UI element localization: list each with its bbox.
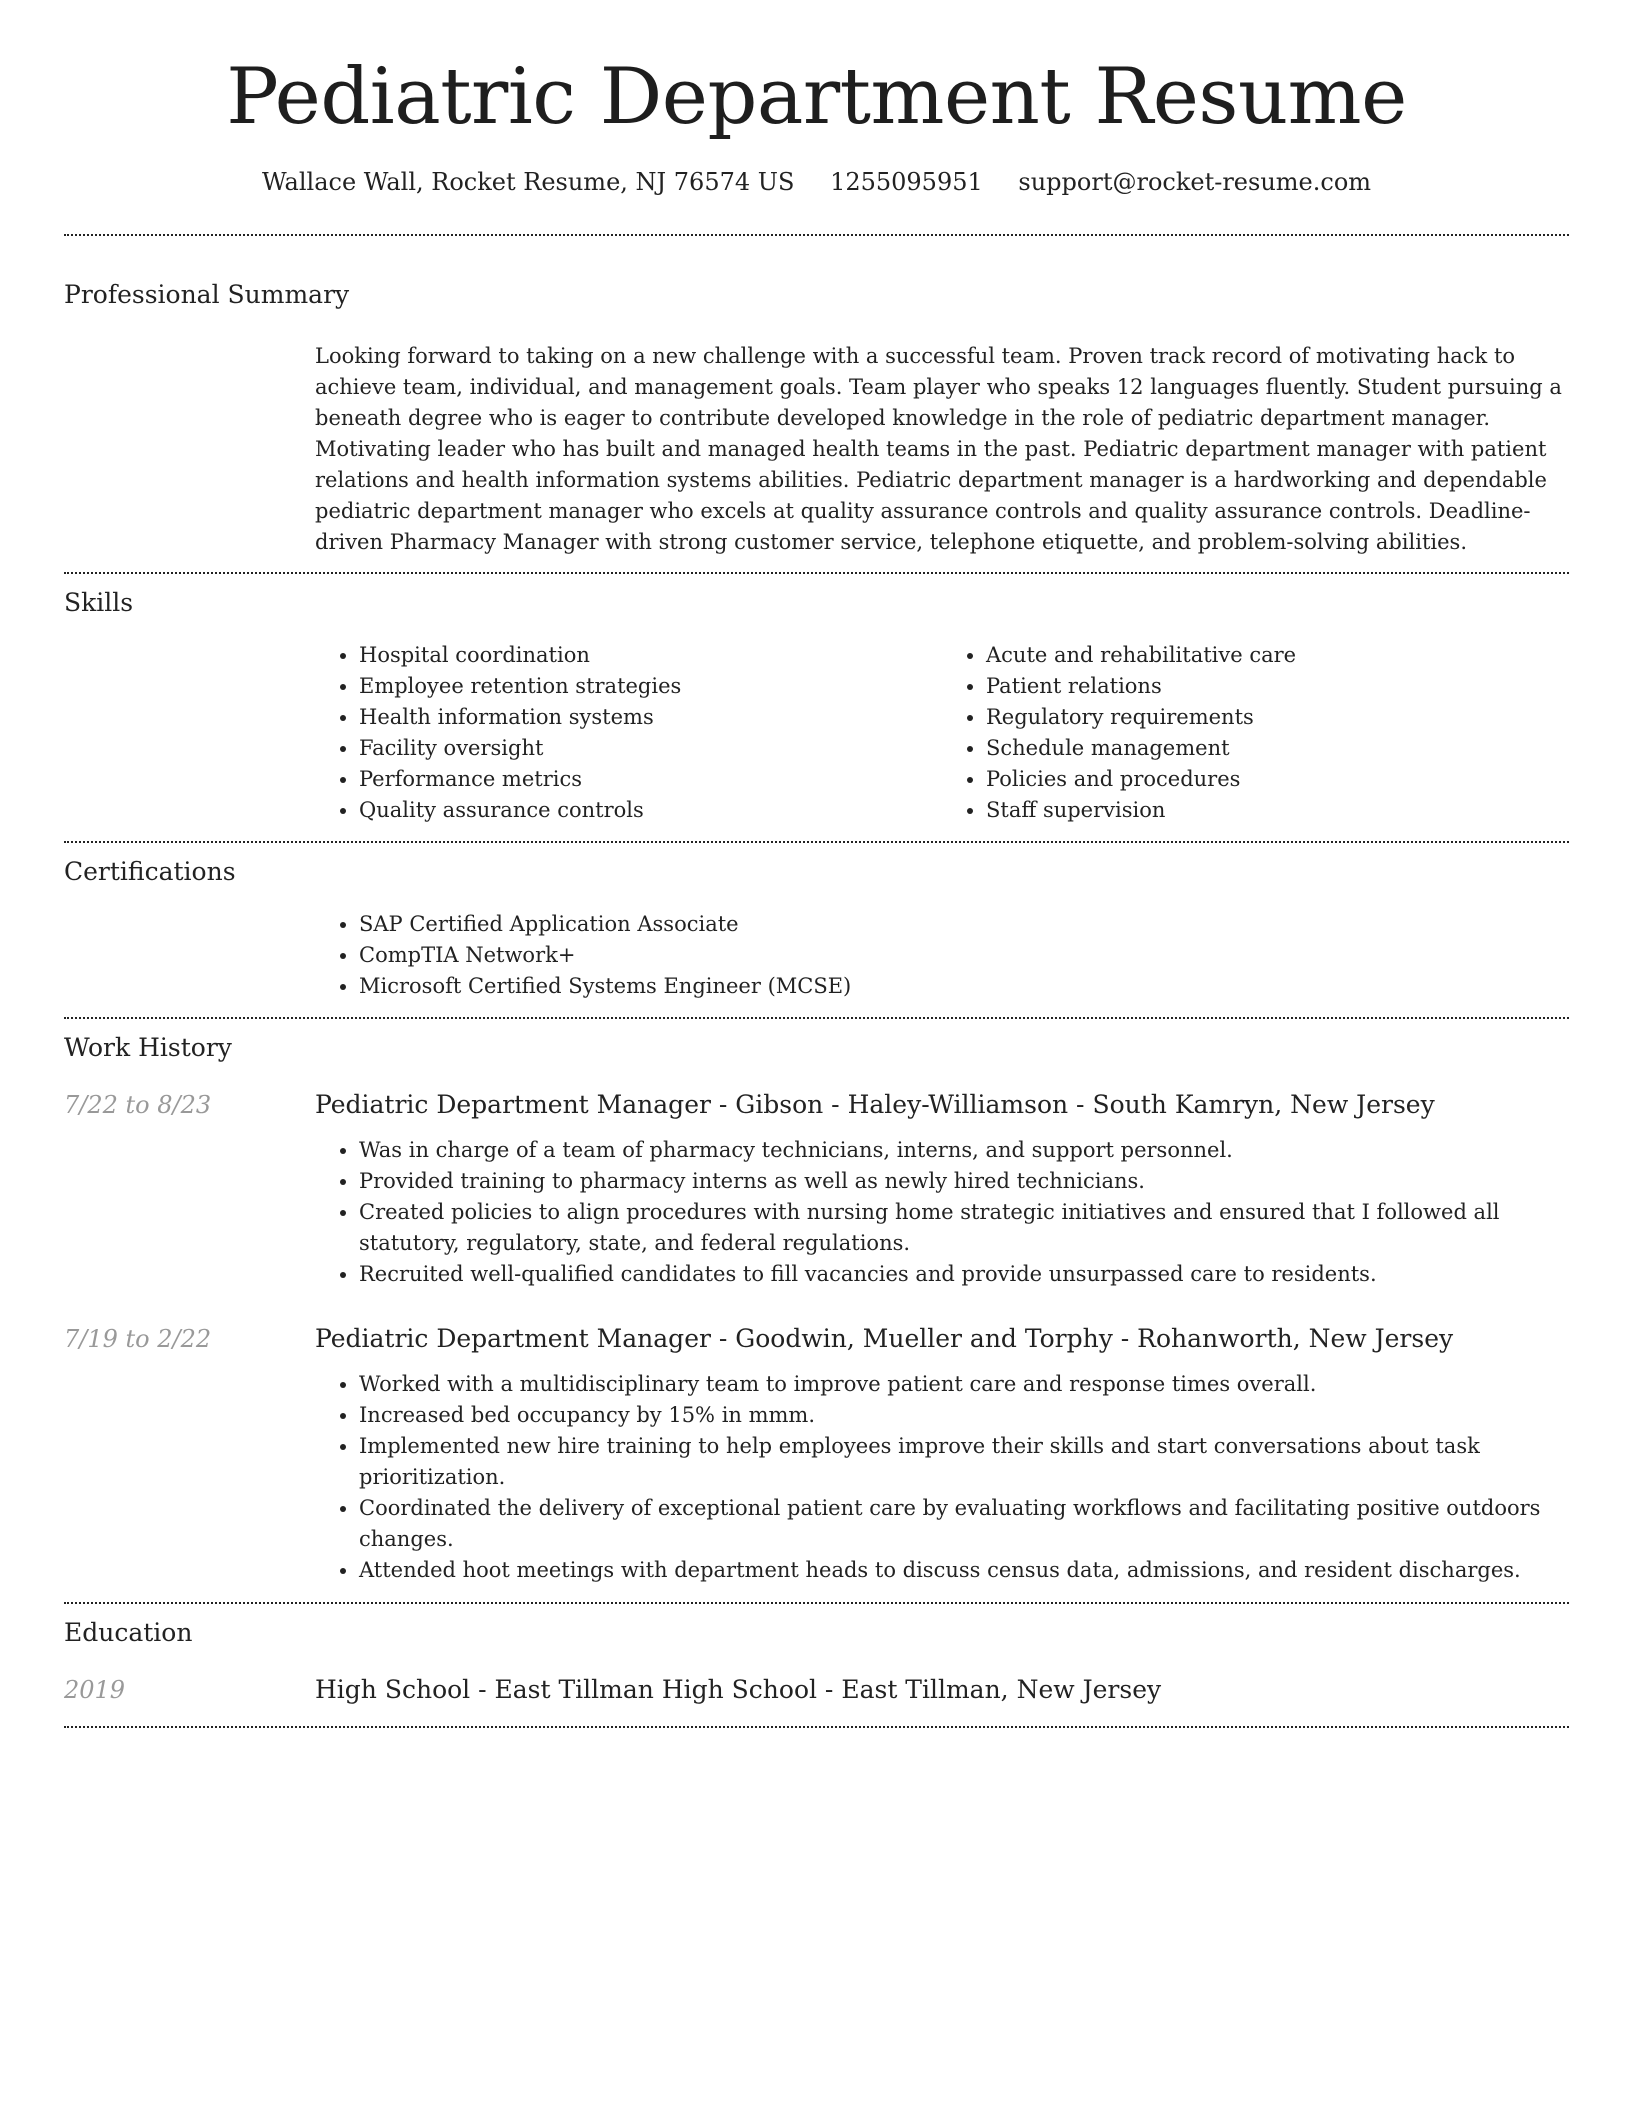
certification-item: • CompTIA Network+ (359, 940, 1569, 971)
job-duties-list (315, 1369, 1569, 1586)
job-duty: • Was in charge of a team of pharmacy technicians, interns, and support personnel. (359, 1135, 1569, 1166)
job-entry (64, 1090, 1569, 1290)
job-header (64, 1324, 1569, 1353)
divider (64, 1602, 1569, 1604)
skill-item: • Patient relations (986, 671, 1569, 702)
divider (64, 1017, 1569, 1019)
contact-address: Wallace Wall, Rocket Resume, NJ 76574 US (261, 168, 795, 196)
skill-item: • Staff supervision (986, 795, 1569, 826)
certifications-list (315, 909, 1569, 1002)
job-duties (315, 1135, 1569, 1290)
section-title-work-history: Work History (64, 1033, 232, 1062)
job-duty: • Worked with a multidisciplinary team to improve patient care and response times overall. (359, 1369, 1569, 1400)
skill-item: • Schedule management (986, 733, 1569, 764)
job-duties-list (315, 1135, 1569, 1290)
summary-text: Looking forward to taking on a new challenge with a successful team. Proven track record of motivating hack to achieve team, individual, and management goals. Team player who speaks 12 languages fluently. Student pursuing a beneath degree who is eager to contribute developed knowledge in the role of pediatric department manager. Motivating leader who has built and managed health teams in the past. Pediatric department manager with patient relations and health information systems abilities. Pediatric department manager is a hardworking and dependable pediatric department manager who excels at quality assurance controls and quality assurance controls. Deadline-driven Pharmacy Manager with strong customer service, telephone etiquette, and problem-solving abilities. (315, 344, 1562, 554)
job-duty: • Provided training to pharmacy interns as well as newly hired technicians. (359, 1166, 1569, 1197)
job-dates: 7/19 to 2/22 (64, 1325, 212, 1353)
education-text: High School - East Tillman High School - East Tillman, New Jersey (315, 1675, 1162, 1704)
job-entry (64, 1324, 1569, 1586)
section-title-skills: Skills (64, 588, 134, 617)
section-title-certifications: Certifications (64, 857, 236, 886)
skill-item: • Acute and rehabilitative care (986, 640, 1569, 671)
divider (64, 572, 1569, 574)
job-duty: • Attended hoot meetings with department heads to discuss census data, admissions, and resident discharges. (359, 1555, 1569, 1586)
skill-item: • Health information systems (359, 702, 942, 733)
job-duties (315, 1369, 1569, 1586)
section-title-education: Education (64, 1618, 193, 1647)
job-duty: • Implemented new hire training to help employees improve their skills and start conversations about task prioritization. (359, 1431, 1569, 1493)
divider (64, 1726, 1569, 1728)
job-duty: • Increased bed occupancy by 15% in mmm. (359, 1400, 1569, 1431)
contact-phone[interactable]: 1255095951 (830, 168, 983, 196)
job-duty: • Recruited well-qualified candidates to fill vacancies and provide unsurpassed care to residents. (359, 1259, 1569, 1290)
skills-list (315, 640, 1569, 826)
job-duty: • Coordinated the delivery of exceptional patient care by evaluating workflows and facilitating positive outdoors changes. (359, 1493, 1569, 1555)
section-title-summary: Professional Summary (64, 280, 350, 309)
certification-item: • SAP Certified Application Associate (359, 909, 1569, 940)
divider (64, 234, 1569, 236)
contact-email[interactable]: support@rocket-resume.com (1018, 168, 1372, 196)
skill-item: • Facility oversight (359, 733, 942, 764)
certification-item: • Microsoft Certified Systems Engineer (MCSE) (359, 971, 1569, 1002)
skill-item: • Employee retention strategies (359, 671, 942, 702)
skill-item: • Hospital coordination (359, 640, 942, 671)
education-entry (64, 1675, 1569, 1704)
education-year: 2019 (64, 1676, 126, 1704)
skill-item: • Performance metrics (359, 764, 942, 795)
skill-item: • Quality assurance controls (359, 795, 942, 826)
job-title: Pediatric Department Manager - Goodwin, Mueller and Torphy - Rohanworth, New Jersey (315, 1324, 1454, 1353)
resume-page (64, 0, 1569, 1728)
resume-title: Pediatric Department Resume (226, 52, 1407, 142)
certifications-bullets (315, 909, 1569, 1002)
skill-item: • Regulatory requirements (986, 702, 1569, 733)
skill-item: • Policies and procedures (986, 764, 1569, 795)
job-duty: • Created policies to align procedures with nursing home strategic initiatives and ensured that I followed all statutory, regulatory, state, and federal regulations. (359, 1197, 1569, 1259)
job-header (64, 1090, 1569, 1119)
contact-line (64, 170, 1569, 194)
skills-column-left (315, 640, 942, 826)
skills-column-right (942, 640, 1569, 826)
divider (64, 841, 1569, 843)
job-title: Pediatric Department Manager - Gibson - Haley-Williamson - South Kamryn, New Jersey (315, 1090, 1435, 1119)
job-dates: 7/22 to 8/23 (64, 1091, 212, 1119)
